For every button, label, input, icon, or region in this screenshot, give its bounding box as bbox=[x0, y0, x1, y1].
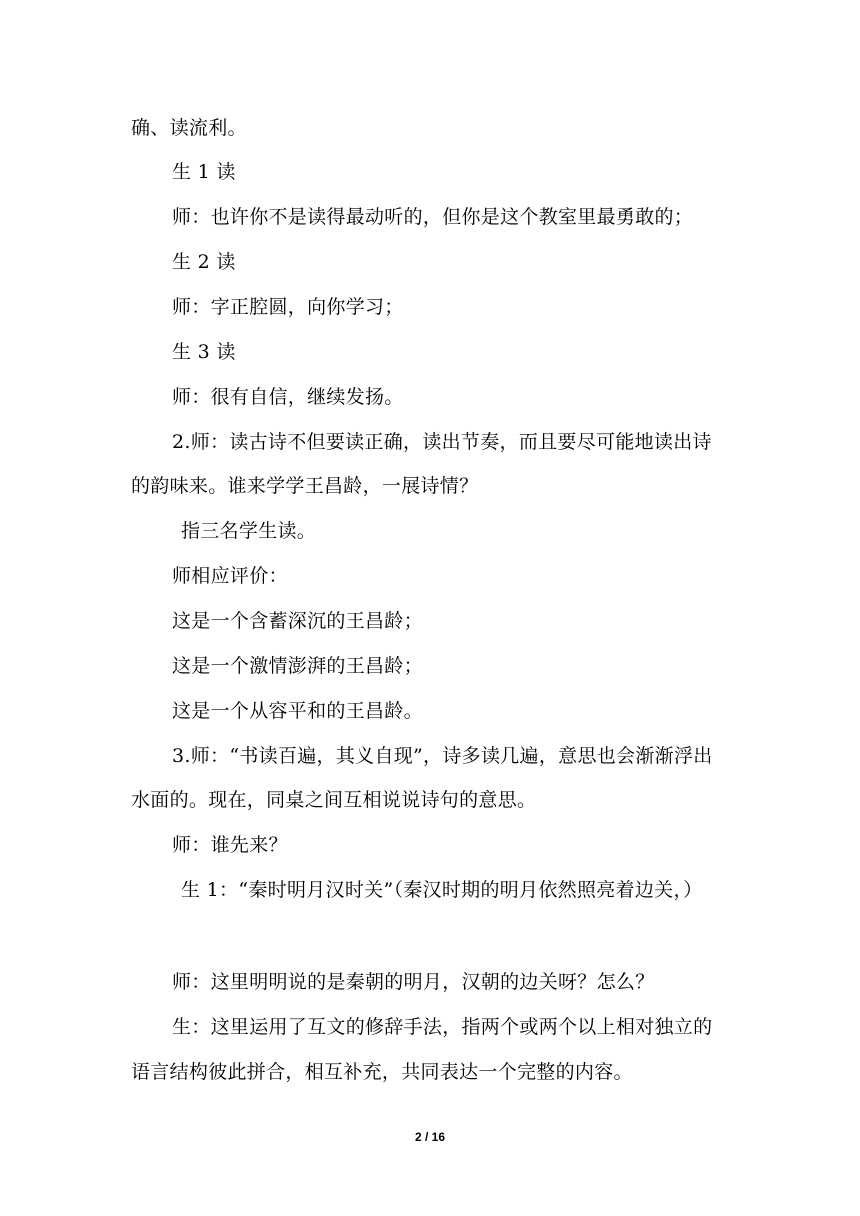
text-line: 生 3 读 bbox=[172, 341, 236, 363]
text-line: 师：这里明明说的是秦朝的明月，汉朝的边关呀？怎么？ bbox=[172, 971, 655, 993]
text-line: 师相应评价： bbox=[172, 565, 288, 587]
text-line: 这是一个激情澎湃的王昌龄； bbox=[172, 655, 423, 677]
text-line: 3.师：“书读百遍，其义自现”，诗多读几遍，意思也会渐渐浮出 bbox=[172, 745, 713, 767]
page-number: 2 / 16 bbox=[414, 1130, 446, 1144]
text-line: 师：很有自信，继续发扬。 bbox=[172, 386, 404, 408]
text-line: 师：谁先来？ bbox=[172, 834, 288, 856]
text-line: 生：这里运用了互文的修辞手法，指两个或两个以上相对独立的 bbox=[172, 1016, 713, 1038]
text-line: 2.师：读古诗不但要读正确，读出节奏，而且要尽可能地读出诗 bbox=[172, 431, 712, 453]
text-line: 生 2 读 bbox=[172, 251, 236, 273]
text-line: 确、读流利。 bbox=[131, 117, 247, 139]
text-line: 师：也许你不是读得最动听的，但你是这个教室里最勇敢的； bbox=[172, 206, 694, 228]
text-line: 这是一个含蓄深沉的王昌龄； bbox=[172, 610, 423, 632]
text-line: 师：字正腔圆，向你学习； bbox=[172, 296, 404, 318]
text-line: 的韵味来。谁来学学王昌龄，一展诗情？ bbox=[131, 475, 479, 497]
text-line: 生 1 读 bbox=[172, 161, 236, 183]
text-line: 水面的。现在，同桌之间互相说说诗句的意思。 bbox=[131, 789, 537, 811]
text-line: 指三名学生读。 bbox=[181, 520, 317, 542]
text-line: 这是一个从容平和的王昌龄。 bbox=[172, 700, 423, 722]
text-line: 生 1：“秦时明月汉时关”（秦汉时期的明月依然照亮着边关，） bbox=[181, 879, 703, 901]
text-line: 语言结构彼此拼合，相互补充，共同表达一个完整的内容。 bbox=[131, 1061, 633, 1083]
